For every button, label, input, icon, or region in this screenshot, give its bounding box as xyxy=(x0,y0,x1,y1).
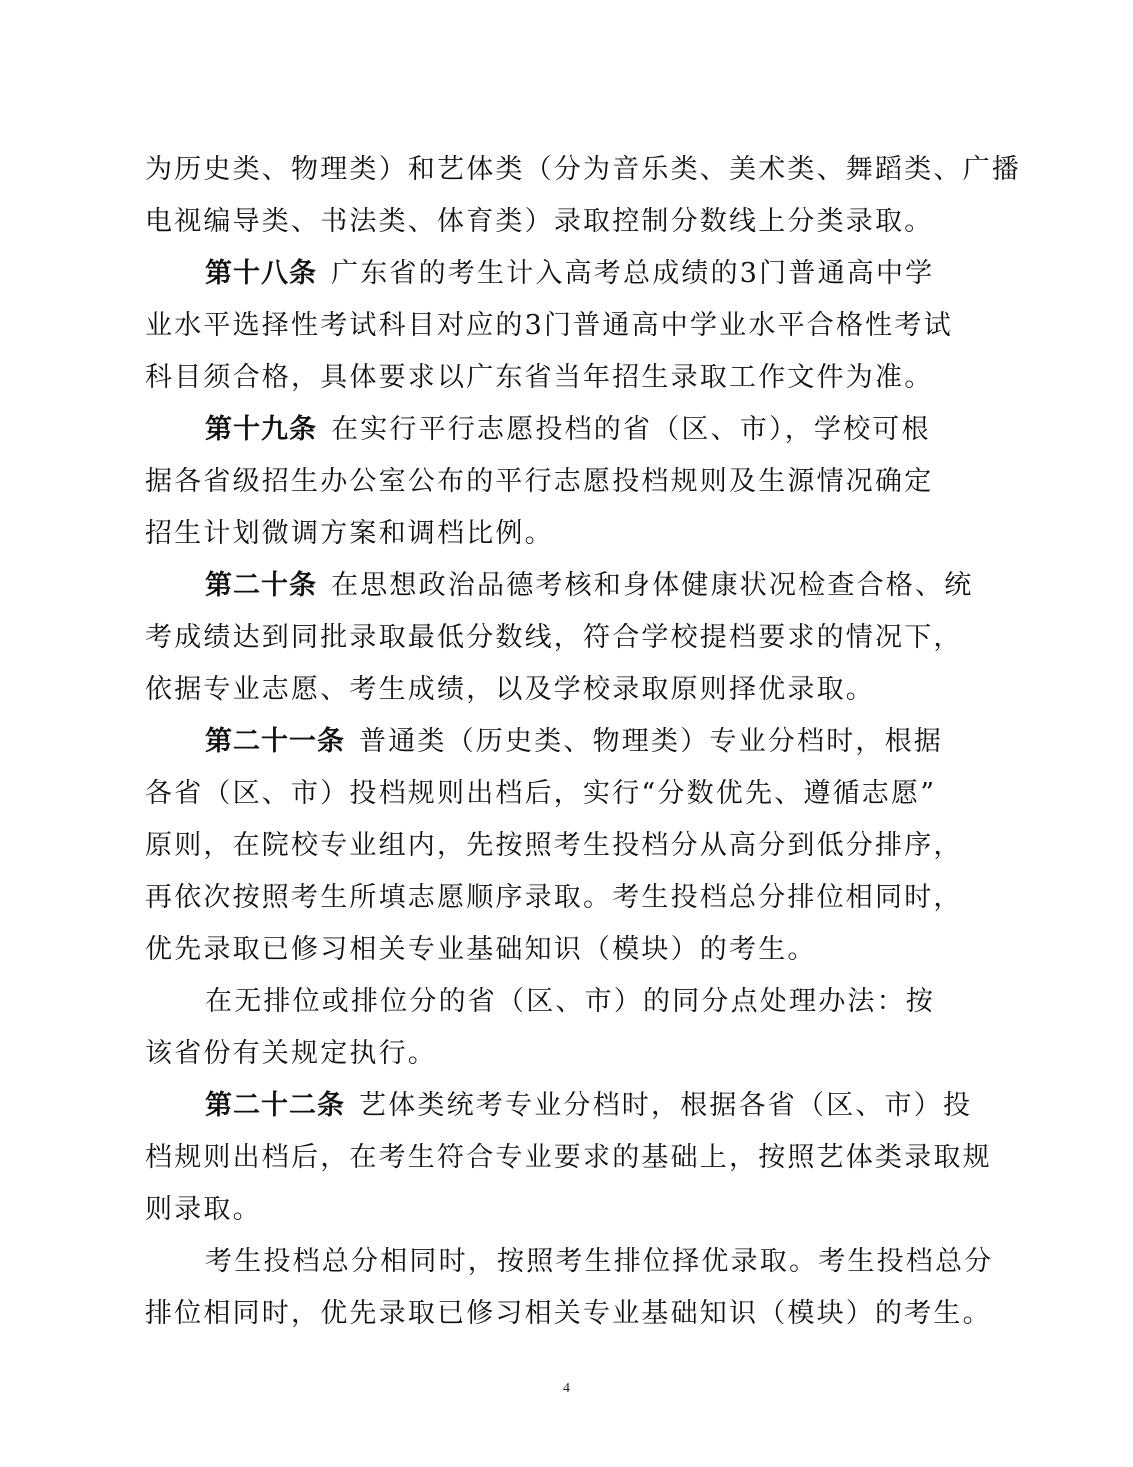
text-line: 各省（区、市）投档规则出档后，实行“分数优先、遵循志愿” xyxy=(145,778,937,809)
text-line: 再依次按照考生所填志愿顺序录取。考生投档总分排位相同时， xyxy=(145,882,963,913)
article-heading: 第二十二条 xyxy=(205,1090,345,1121)
page-number: 4 xyxy=(563,1381,570,1396)
article-20-line xyxy=(205,568,973,604)
text-line: 业水平选择性考试科目对应的3门普通高中学业水平合格性考试 xyxy=(145,310,953,341)
article-21-line xyxy=(205,724,943,760)
text-line: 依据专业志愿、考生成绩，以及学校录取原则择优录取。 xyxy=(145,674,875,705)
text-line: 考生投档总分相同时，按照考生排位择优录取。考生投档总分 xyxy=(205,1246,994,1277)
text-line: 考成绩达到同批录取最低分数线，符合学校提档要求的情况下， xyxy=(145,622,963,653)
text-line: 该省份有关规定执行。 xyxy=(145,1038,437,1069)
text-line: 排位相同时，优先录取已修习相关专业基础知识（模块）的考生。 xyxy=(145,1298,992,1329)
text-line: 优先录取已修习相关专业基础知识（模块）的考生。 xyxy=(145,934,817,965)
text-line: 在无排位或排位分的省（区、市）的同分点处理办法：按 xyxy=(205,986,935,1017)
article-text: 在思想政治品德考核和身体健康状况检查合格、统 xyxy=(331,570,974,601)
text-line: 据各省级招生办公室公布的平行志愿投档规则及生源情况确定 xyxy=(145,466,934,497)
article-text: 普通类（历史类、物理类）专业分档时，根据 xyxy=(359,726,943,757)
article-heading: 第十八条 xyxy=(205,258,317,289)
text-line: 原则，在院校专业组内，先按照考生投档分从高分到低分排序， xyxy=(145,830,963,861)
text-line: 则录取。 xyxy=(145,1194,262,1225)
text-line: 招生计划微调方案和调档比例。 xyxy=(145,518,554,549)
article-heading: 第十九条 xyxy=(205,414,317,445)
text-line: 为历史类、物理类）和艺体类（分为音乐类、美术类、舞蹈类、广播 xyxy=(145,154,1021,185)
article-heading: 第二十条 xyxy=(205,570,317,601)
article-19-line xyxy=(205,412,931,448)
text-line: 电视编导类、书法类、体育类）录取控制分数线上分类录取。 xyxy=(145,206,934,237)
article-text: 艺体类统考专业分档时，根据各省（区、市）投 xyxy=(359,1090,973,1121)
article-heading: 第二十一条 xyxy=(205,726,345,757)
text-line: 科目须合格，具体要求以广东省当年招生录取工作文件为准。 xyxy=(145,362,934,393)
article-18-line xyxy=(205,256,934,292)
article-text: 广东省的考生计入高考总成绩的3门普通高中学 xyxy=(331,258,935,289)
article-22-line xyxy=(205,1088,972,1124)
article-text: 在实行平行志愿投档的省（区、市），学校可根 xyxy=(331,414,931,445)
text-line: 档规则出档后，在考生符合专业要求的基础上，按照艺体类录取规 xyxy=(145,1142,992,1173)
